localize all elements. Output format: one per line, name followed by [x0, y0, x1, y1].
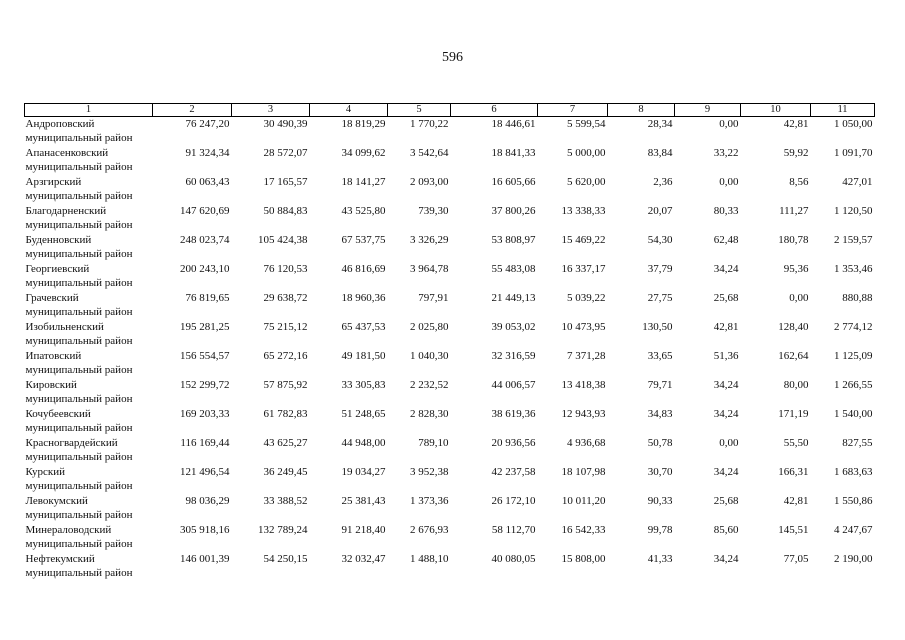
- value-cell: 25,68: [713, 495, 739, 507]
- district-name-cell: [25, 552, 153, 581]
- value-cell: 42,81: [713, 321, 739, 333]
- table-row: [25, 465, 875, 494]
- value-cell: 10 011,20: [561, 495, 606, 507]
- district-name-cell: [25, 465, 153, 494]
- value-cell: 1 050,00: [834, 118, 873, 130]
- value-cell: 98 036,29: [185, 495, 230, 507]
- table-row: [25, 552, 875, 581]
- value-cell: 162,64: [778, 350, 809, 362]
- district-name-line: Изобильненский: [25, 321, 104, 333]
- column-header: 2: [153, 104, 232, 117]
- table-row: [25, 494, 875, 523]
- table-row: [25, 349, 875, 378]
- value-cell: 0,00: [719, 118, 739, 130]
- district-name-line: Андроповский: [25, 118, 95, 130]
- table-row: [25, 117, 875, 147]
- value-cell: 44 948,00: [341, 437, 386, 449]
- value-cell: 4 247,67: [834, 524, 873, 536]
- value-cell: 5 599,54: [567, 118, 606, 130]
- table-row: [25, 175, 875, 204]
- value-cell: 5 039,22: [567, 292, 606, 304]
- value-cell: 128,40: [778, 321, 809, 333]
- value-cell: 79,71: [647, 379, 673, 391]
- value-cell: 30 490,39: [263, 118, 308, 130]
- value-cell: 3 952,38: [410, 466, 449, 478]
- page-number: 596: [442, 50, 463, 65]
- value-cell: 13 418,38: [561, 379, 606, 391]
- value-cell: 12 943,93: [561, 408, 606, 420]
- value-cell: 116 169,44: [180, 437, 230, 449]
- district-name-cell: [25, 204, 153, 233]
- value-cell: 55 483,08: [491, 263, 536, 275]
- value-cell: 60 063,43: [185, 176, 230, 188]
- value-cell: 2 159,57: [834, 234, 873, 246]
- district-name-cell: [25, 233, 153, 262]
- column-header: 11: [811, 104, 875, 117]
- value-cell: 55,50: [783, 437, 809, 449]
- table-row: [25, 233, 875, 262]
- district-name-line: муниципальный район: [25, 219, 133, 231]
- district-name-line: муниципальный район: [25, 161, 133, 173]
- value-cell: 25,68: [713, 292, 739, 304]
- value-cell: 146 001,39: [180, 553, 230, 565]
- value-cell: 34,24: [713, 553, 739, 565]
- value-cell: 49 181,50: [341, 350, 386, 362]
- district-name-line: Кочубеевский: [25, 408, 91, 420]
- table-row: [25, 146, 875, 175]
- district-name-line: муниципальный район: [25, 538, 133, 550]
- district-name-cell: [25, 117, 153, 147]
- district-name-cell: [25, 378, 153, 407]
- value-cell: 427,01: [842, 176, 873, 188]
- column-header: 3: [232, 104, 310, 117]
- value-cell: 28,34: [647, 118, 673, 130]
- district-name-line: Георгиевский: [25, 263, 90, 275]
- district-name-cell: [25, 320, 153, 349]
- value-cell: 0,00: [789, 292, 809, 304]
- district-name-line: Арзгирский: [25, 176, 82, 188]
- district-name-line: муниципальный район: [25, 335, 133, 347]
- value-cell: 42 237,58: [491, 466, 536, 478]
- district-name-cell: [25, 349, 153, 378]
- table-row: [25, 407, 875, 436]
- district-name-line: муниципальный район: [25, 277, 133, 289]
- district-name-line: Грачевский: [25, 292, 79, 304]
- column-header: 6: [451, 104, 538, 117]
- value-cell: 16 605,66: [491, 176, 536, 188]
- value-cell: 2 025,80: [410, 321, 449, 333]
- value-cell: 34,24: [713, 466, 739, 478]
- value-cell: 2 190,00: [834, 553, 873, 565]
- value-cell: 42,81: [783, 118, 809, 130]
- value-cell: 1 040,30: [410, 350, 449, 362]
- value-cell: 1 120,50: [834, 205, 873, 217]
- value-cell: 200 243,10: [180, 263, 230, 275]
- value-cell: 36 249,45: [263, 466, 308, 478]
- district-name-line: Кировский: [25, 379, 77, 391]
- district-name-line: Красногвардейский: [25, 437, 118, 449]
- column-header: 1: [25, 104, 153, 117]
- value-cell: 0,00: [719, 437, 739, 449]
- value-cell: 1 373,36: [410, 495, 449, 507]
- value-cell: 34 099,62: [341, 147, 386, 159]
- value-cell: 10 473,95: [561, 321, 606, 333]
- district-name-line: Буденновский: [25, 234, 92, 246]
- value-cell: 43 625,27: [263, 437, 308, 449]
- value-cell: 2 093,00: [410, 176, 449, 188]
- value-cell: 2 232,52: [410, 379, 449, 391]
- value-cell: 80,00: [783, 379, 809, 391]
- district-name-line: муниципальный район: [25, 393, 133, 405]
- value-cell: 18 819,29: [341, 118, 386, 130]
- district-name-line: Ипатовский: [25, 350, 82, 362]
- value-cell: 3 542,64: [410, 147, 449, 159]
- district-name-line: Благодарненский: [25, 205, 107, 217]
- value-cell: 80,33: [713, 205, 739, 217]
- table-row: [25, 436, 875, 465]
- value-cell: 76 120,53: [263, 263, 308, 275]
- value-cell: 1 125,09: [834, 350, 873, 362]
- value-cell: 34,83: [647, 408, 673, 420]
- value-cell: 15 808,00: [561, 553, 606, 565]
- value-cell: 16 337,17: [561, 263, 606, 275]
- value-cell: 4 936,68: [567, 437, 606, 449]
- value-cell: 27,75: [647, 292, 673, 304]
- table-row: [25, 291, 875, 320]
- district-name-line: муниципальный район: [25, 190, 133, 202]
- value-cell: 171,19: [778, 408, 809, 420]
- district-name-cell: [25, 262, 153, 291]
- value-cell: 32 032,47: [341, 553, 386, 565]
- value-cell: 5 000,00: [567, 147, 606, 159]
- value-cell: 54,30: [647, 234, 673, 246]
- value-cell: 827,55: [842, 437, 873, 449]
- value-cell: 1 683,63: [834, 466, 873, 478]
- value-cell: 65 272,16: [263, 350, 308, 362]
- value-cell: 26 172,10: [491, 495, 536, 507]
- value-cell: 18 141,27: [341, 176, 386, 188]
- value-cell: 1 353,46: [834, 263, 873, 275]
- value-cell: 797,91: [418, 292, 449, 304]
- value-cell: 166,31: [778, 466, 809, 478]
- value-cell: 37,79: [647, 263, 673, 275]
- value-cell: 739,30: [418, 205, 449, 217]
- value-cell: 34,24: [713, 379, 739, 391]
- value-cell: 33 305,83: [341, 379, 386, 391]
- value-cell: 91 218,40: [341, 524, 386, 536]
- value-cell: 53 808,97: [491, 234, 536, 246]
- value-cell: 58 112,70: [491, 524, 536, 536]
- value-cell: 1 266,55: [834, 379, 873, 391]
- value-cell: 5 620,00: [567, 176, 606, 188]
- district-name-cell: [25, 146, 153, 175]
- value-cell: 90,33: [647, 495, 673, 507]
- value-cell: 99,78: [647, 524, 673, 536]
- district-name-line: Нефтекумский: [25, 553, 95, 565]
- value-cell: 43 525,80: [341, 205, 386, 217]
- budget-table: [24, 103, 875, 581]
- value-cell: 21 449,13: [491, 292, 536, 304]
- value-cell: 76 247,20: [185, 118, 230, 130]
- value-cell: 13 338,33: [561, 205, 606, 217]
- value-cell: 1 550,86: [834, 495, 873, 507]
- table-body: [25, 117, 875, 582]
- value-cell: 39 053,02: [491, 321, 536, 333]
- value-cell: 16 542,33: [561, 524, 606, 536]
- value-cell: 85,60: [713, 524, 739, 536]
- value-cell: 28 572,07: [263, 147, 308, 159]
- value-cell: 25 381,43: [341, 495, 386, 507]
- district-name-line: муниципальный район: [25, 248, 133, 260]
- value-cell: 30,70: [647, 466, 673, 478]
- value-cell: 180,78: [778, 234, 809, 246]
- value-cell: 305 918,16: [180, 524, 230, 536]
- value-cell: 111,27: [779, 205, 809, 217]
- district-name-line: Апанасенковский: [25, 147, 109, 159]
- district-name-cell: [25, 494, 153, 523]
- district-name-line: муниципальный район: [25, 364, 133, 376]
- column-header: 7: [538, 104, 608, 117]
- district-name-line: муниципальный район: [25, 451, 133, 463]
- table-row: [25, 204, 875, 233]
- value-cell: 18 841,33: [491, 147, 536, 159]
- table-row: [25, 320, 875, 349]
- district-name-line: муниципальный район: [25, 509, 133, 521]
- value-cell: 1 091,70: [834, 147, 873, 159]
- value-cell: 61 782,83: [263, 408, 308, 420]
- value-cell: 132 789,24: [258, 524, 308, 536]
- value-cell: 1 770,22: [410, 118, 449, 130]
- value-cell: 34,24: [713, 408, 739, 420]
- district-name-cell: [25, 407, 153, 436]
- district-name-line: муниципальный район: [25, 306, 133, 318]
- value-cell: 77,05: [783, 553, 809, 565]
- value-cell: 95,36: [783, 263, 809, 275]
- value-cell: 195 281,25: [180, 321, 230, 333]
- value-cell: 880,88: [842, 292, 873, 304]
- value-cell: 38 619,36: [491, 408, 536, 420]
- value-cell: 2 774,12: [834, 321, 873, 333]
- value-cell: 34,24: [713, 263, 739, 275]
- value-cell: 41,33: [647, 553, 673, 565]
- value-cell: 7 371,28: [567, 350, 606, 362]
- district-name-line: муниципальный район: [25, 422, 133, 434]
- value-cell: 54 250,15: [263, 553, 308, 565]
- value-cell: 8,56: [789, 176, 809, 188]
- value-cell: 1 540,00: [834, 408, 873, 420]
- value-cell: 50 884,83: [263, 205, 308, 217]
- value-cell: 51 248,65: [341, 408, 386, 420]
- value-cell: 789,10: [418, 437, 449, 449]
- value-cell: 15 469,22: [561, 234, 606, 246]
- value-cell: 2 828,30: [410, 408, 449, 420]
- table-header-row: [25, 104, 875, 117]
- value-cell: 40 080,05: [491, 553, 536, 565]
- value-cell: 2,36: [653, 176, 673, 188]
- value-cell: 156 554,57: [180, 350, 230, 362]
- district-name-line: муниципальный район: [25, 480, 133, 492]
- district-name-line: муниципальный район: [25, 567, 133, 579]
- value-cell: 83,84: [647, 147, 673, 159]
- value-cell: 67 537,75: [341, 234, 386, 246]
- value-cell: 44 006,57: [491, 379, 536, 391]
- value-cell: 42,81: [783, 495, 809, 507]
- value-cell: 130,50: [642, 321, 673, 333]
- district-name-line: Минераловодский: [25, 524, 112, 536]
- value-cell: 121 496,54: [180, 466, 230, 478]
- value-cell: 2 676,93: [410, 524, 449, 536]
- value-cell: 51,36: [713, 350, 739, 362]
- value-cell: 37 800,26: [491, 205, 536, 217]
- column-header: 5: [388, 104, 451, 117]
- value-cell: 33,65: [647, 350, 673, 362]
- value-cell: 248 023,74: [180, 234, 230, 246]
- column-header: 8: [608, 104, 675, 117]
- district-name-cell: [25, 523, 153, 552]
- column-header: 4: [310, 104, 388, 117]
- district-name-cell: [25, 175, 153, 204]
- value-cell: 20,07: [647, 205, 673, 217]
- value-cell: 29 638,72: [263, 292, 308, 304]
- table-row: [25, 523, 875, 552]
- value-cell: 152 299,72: [180, 379, 230, 391]
- value-cell: 18 107,98: [561, 466, 606, 478]
- value-cell: 105 424,38: [258, 234, 308, 246]
- value-cell: 20 936,56: [491, 437, 536, 449]
- district-name-cell: [25, 291, 153, 320]
- value-cell: 18 960,36: [341, 292, 386, 304]
- column-header: 9: [675, 104, 741, 117]
- value-cell: 0,00: [719, 176, 739, 188]
- value-cell: 145,51: [778, 524, 809, 536]
- value-cell: 76 819,65: [185, 292, 230, 304]
- value-cell: 50,78: [647, 437, 673, 449]
- value-cell: 33,22: [713, 147, 739, 159]
- district-name-cell: [25, 436, 153, 465]
- value-cell: 57 875,92: [263, 379, 308, 391]
- value-cell: 18 446,61: [491, 118, 536, 130]
- district-name-line: муниципальный район: [25, 132, 133, 144]
- value-cell: 1 488,10: [410, 553, 449, 565]
- district-name-line: Курский: [25, 466, 66, 478]
- table-row: [25, 378, 875, 407]
- table-row: [25, 262, 875, 291]
- value-cell: 147 620,69: [180, 205, 230, 217]
- value-cell: 59,92: [783, 147, 809, 159]
- value-cell: 33 388,52: [263, 495, 308, 507]
- value-cell: 19 034,27: [341, 466, 386, 478]
- value-cell: 75 215,12: [263, 321, 308, 333]
- value-cell: 3 326,29: [410, 234, 449, 246]
- value-cell: 65 437,53: [341, 321, 386, 333]
- value-cell: 62,48: [713, 234, 739, 246]
- value-cell: 3 964,78: [410, 263, 449, 275]
- value-cell: 91 324,34: [185, 147, 230, 159]
- value-cell: 169 203,33: [180, 408, 230, 420]
- district-name-line: Левокумский: [25, 495, 88, 507]
- value-cell: 32 316,59: [491, 350, 536, 362]
- column-header: 10: [741, 104, 811, 117]
- value-cell: 46 816,69: [341, 263, 386, 275]
- value-cell: 17 165,57: [263, 176, 308, 188]
